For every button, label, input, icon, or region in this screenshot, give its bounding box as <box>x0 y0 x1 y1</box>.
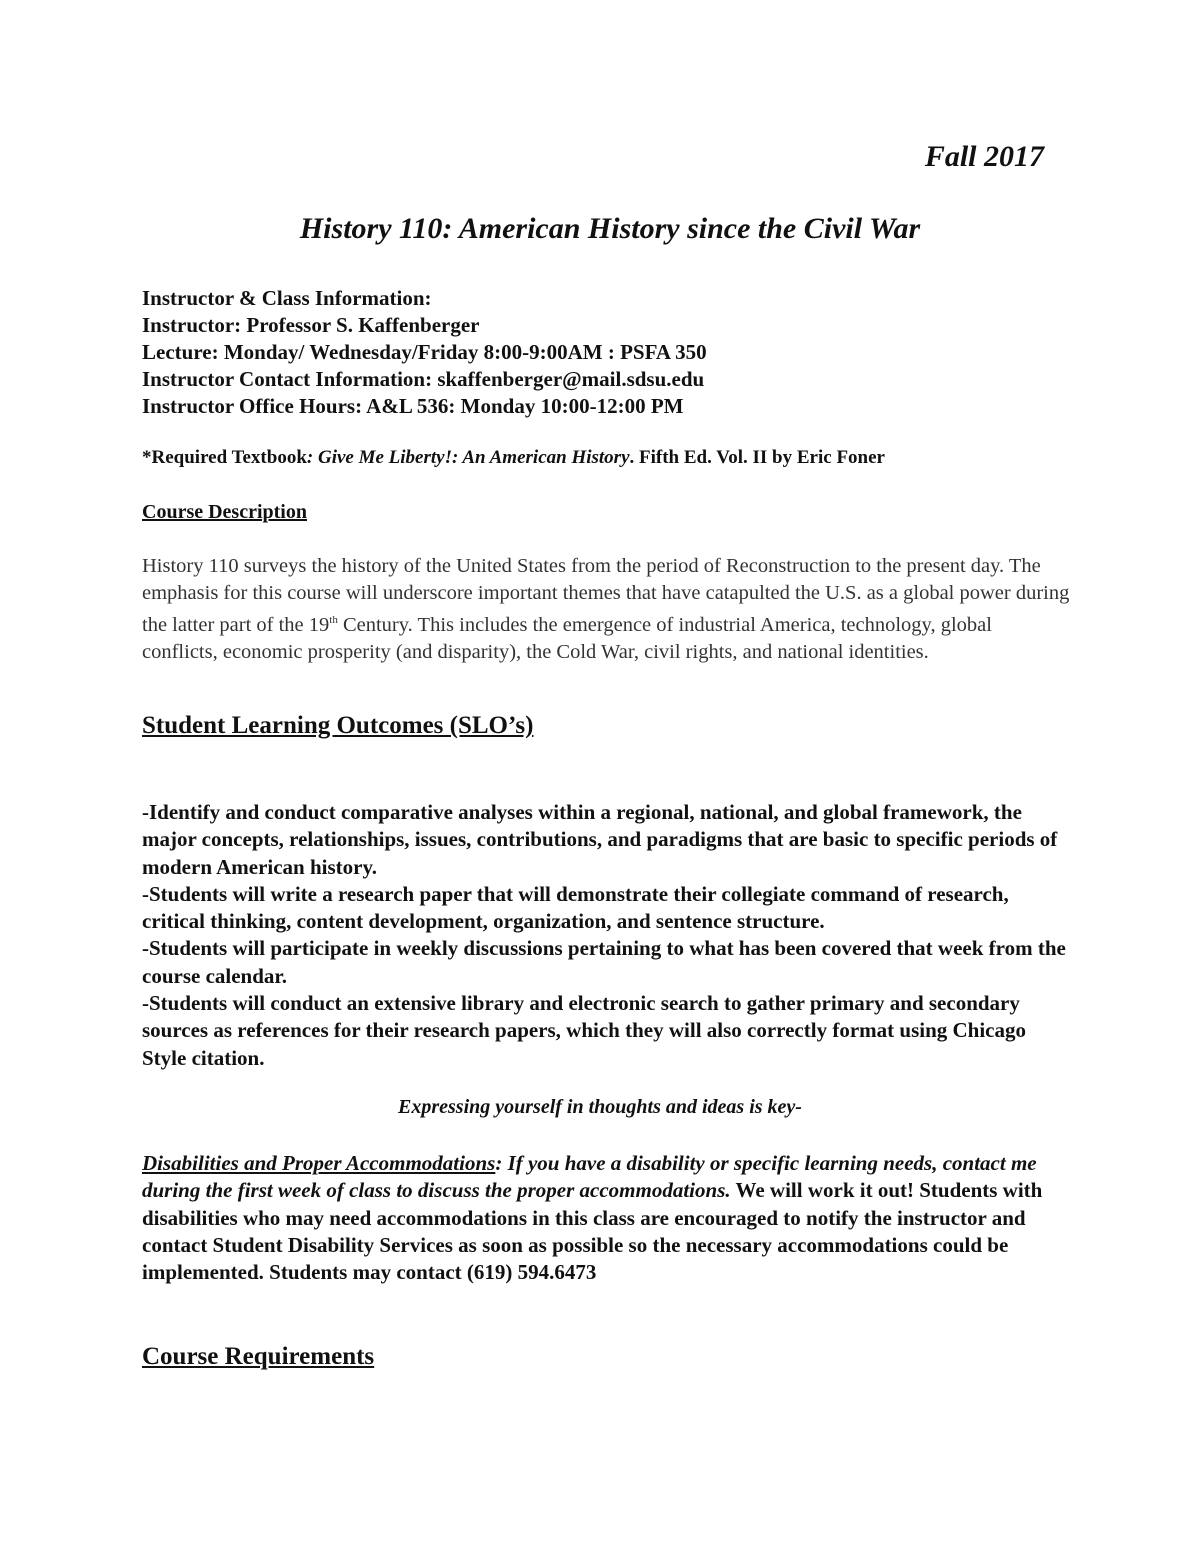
description-part-1: History 110 surveys the history of the United States from the period of Reconstruction to the present day. The emphasis for this course will underscore important themes that have catapulted the U.S. as a global power during the latter part of the 19 <box>142 555 1070 636</box>
disabilities-text: We will work it out! Students with disabilities who may need accommodations in this class are encouraged to notify the instructor and contact Student Disability Services as soon as possible so the necessary accommodations could be implemented. Students may contact (619) 594.6473 <box>142 1178 1043 1285</box>
instructor-name: Instructor: Professor S. Kaffenberger <box>142 313 480 337</box>
office-hours: Instructor Office Hours: A&L 536: Monday 10:00-12:00 PM <box>142 394 684 418</box>
slo-heading: Student Learning Outcomes (SLO’s) <box>142 712 534 739</box>
slo-item: -Identify and conduct comparative analyses within a regional, national, and global framework, the major concepts, relationships, issues, contributions, and paradigms that are basic to specific periods of modern American history. <box>142 800 1058 879</box>
course-requirements-heading: Course Requirements <box>142 1343 375 1370</box>
required-textbook <box>142 447 885 469</box>
description-part-2: Century. This includes the emergence of industrial America, technology, global conflicts, economic prosperity (and disparity), the Cold War, civil rights, and national identities. <box>142 613 992 663</box>
slo-list <box>142 799 1072 1072</box>
disabilities-italic-text: : If you have a disability or specific learning needs, contact me during the first week of class to discuss the proper accommodations. <box>142 1151 1037 1203</box>
term-label: Fall 2017 <box>924 140 1044 173</box>
instructor-contact: Instructor Contact Information: skaffenberger@mail.sdsu.edu <box>142 367 705 391</box>
textbook-title: : Give Me Liberty!: An American History <box>306 447 630 468</box>
description-superscript: th <box>329 614 338 626</box>
disabilities-section <box>142 1150 1072 1286</box>
course-description-heading: Course Description <box>142 501 307 523</box>
instructor-info <box>142 285 707 420</box>
info-heading: Instructor & Class Information: <box>142 286 432 310</box>
textbook-prefix: *Required Textbook <box>142 447 307 468</box>
lecture-schedule: Lecture: Monday/ Wednesday/Friday 8:00-9:00AM : PSFA 350 <box>142 340 707 364</box>
course-description-text <box>142 553 1072 666</box>
slo-item: -Students will conduct an extensive library and electronic search to gather primary and secondary sources as references for their research papers, which they will also correctly format using Chicago Style citation. <box>142 991 1026 1070</box>
expression-quote: Expressing yourself in thoughts and ideas is key- <box>398 1096 802 1118</box>
textbook-edition: . Fifth Ed. Vol. II by Eric Foner <box>629 447 885 468</box>
disabilities-label: Disabilities and Proper Accommodations <box>142 1151 496 1175</box>
slo-item: -Students will write a research paper that will demonstrate their collegiate command of research, critical thinking, content development, organization, and sentence structure. <box>142 881 1009 934</box>
slo-item: -Students will participate in weekly discussions pertaining to what has been covered that week from the course calendar. <box>142 936 1066 988</box>
course-title: History 110: American History since the Civil War <box>299 212 921 245</box>
